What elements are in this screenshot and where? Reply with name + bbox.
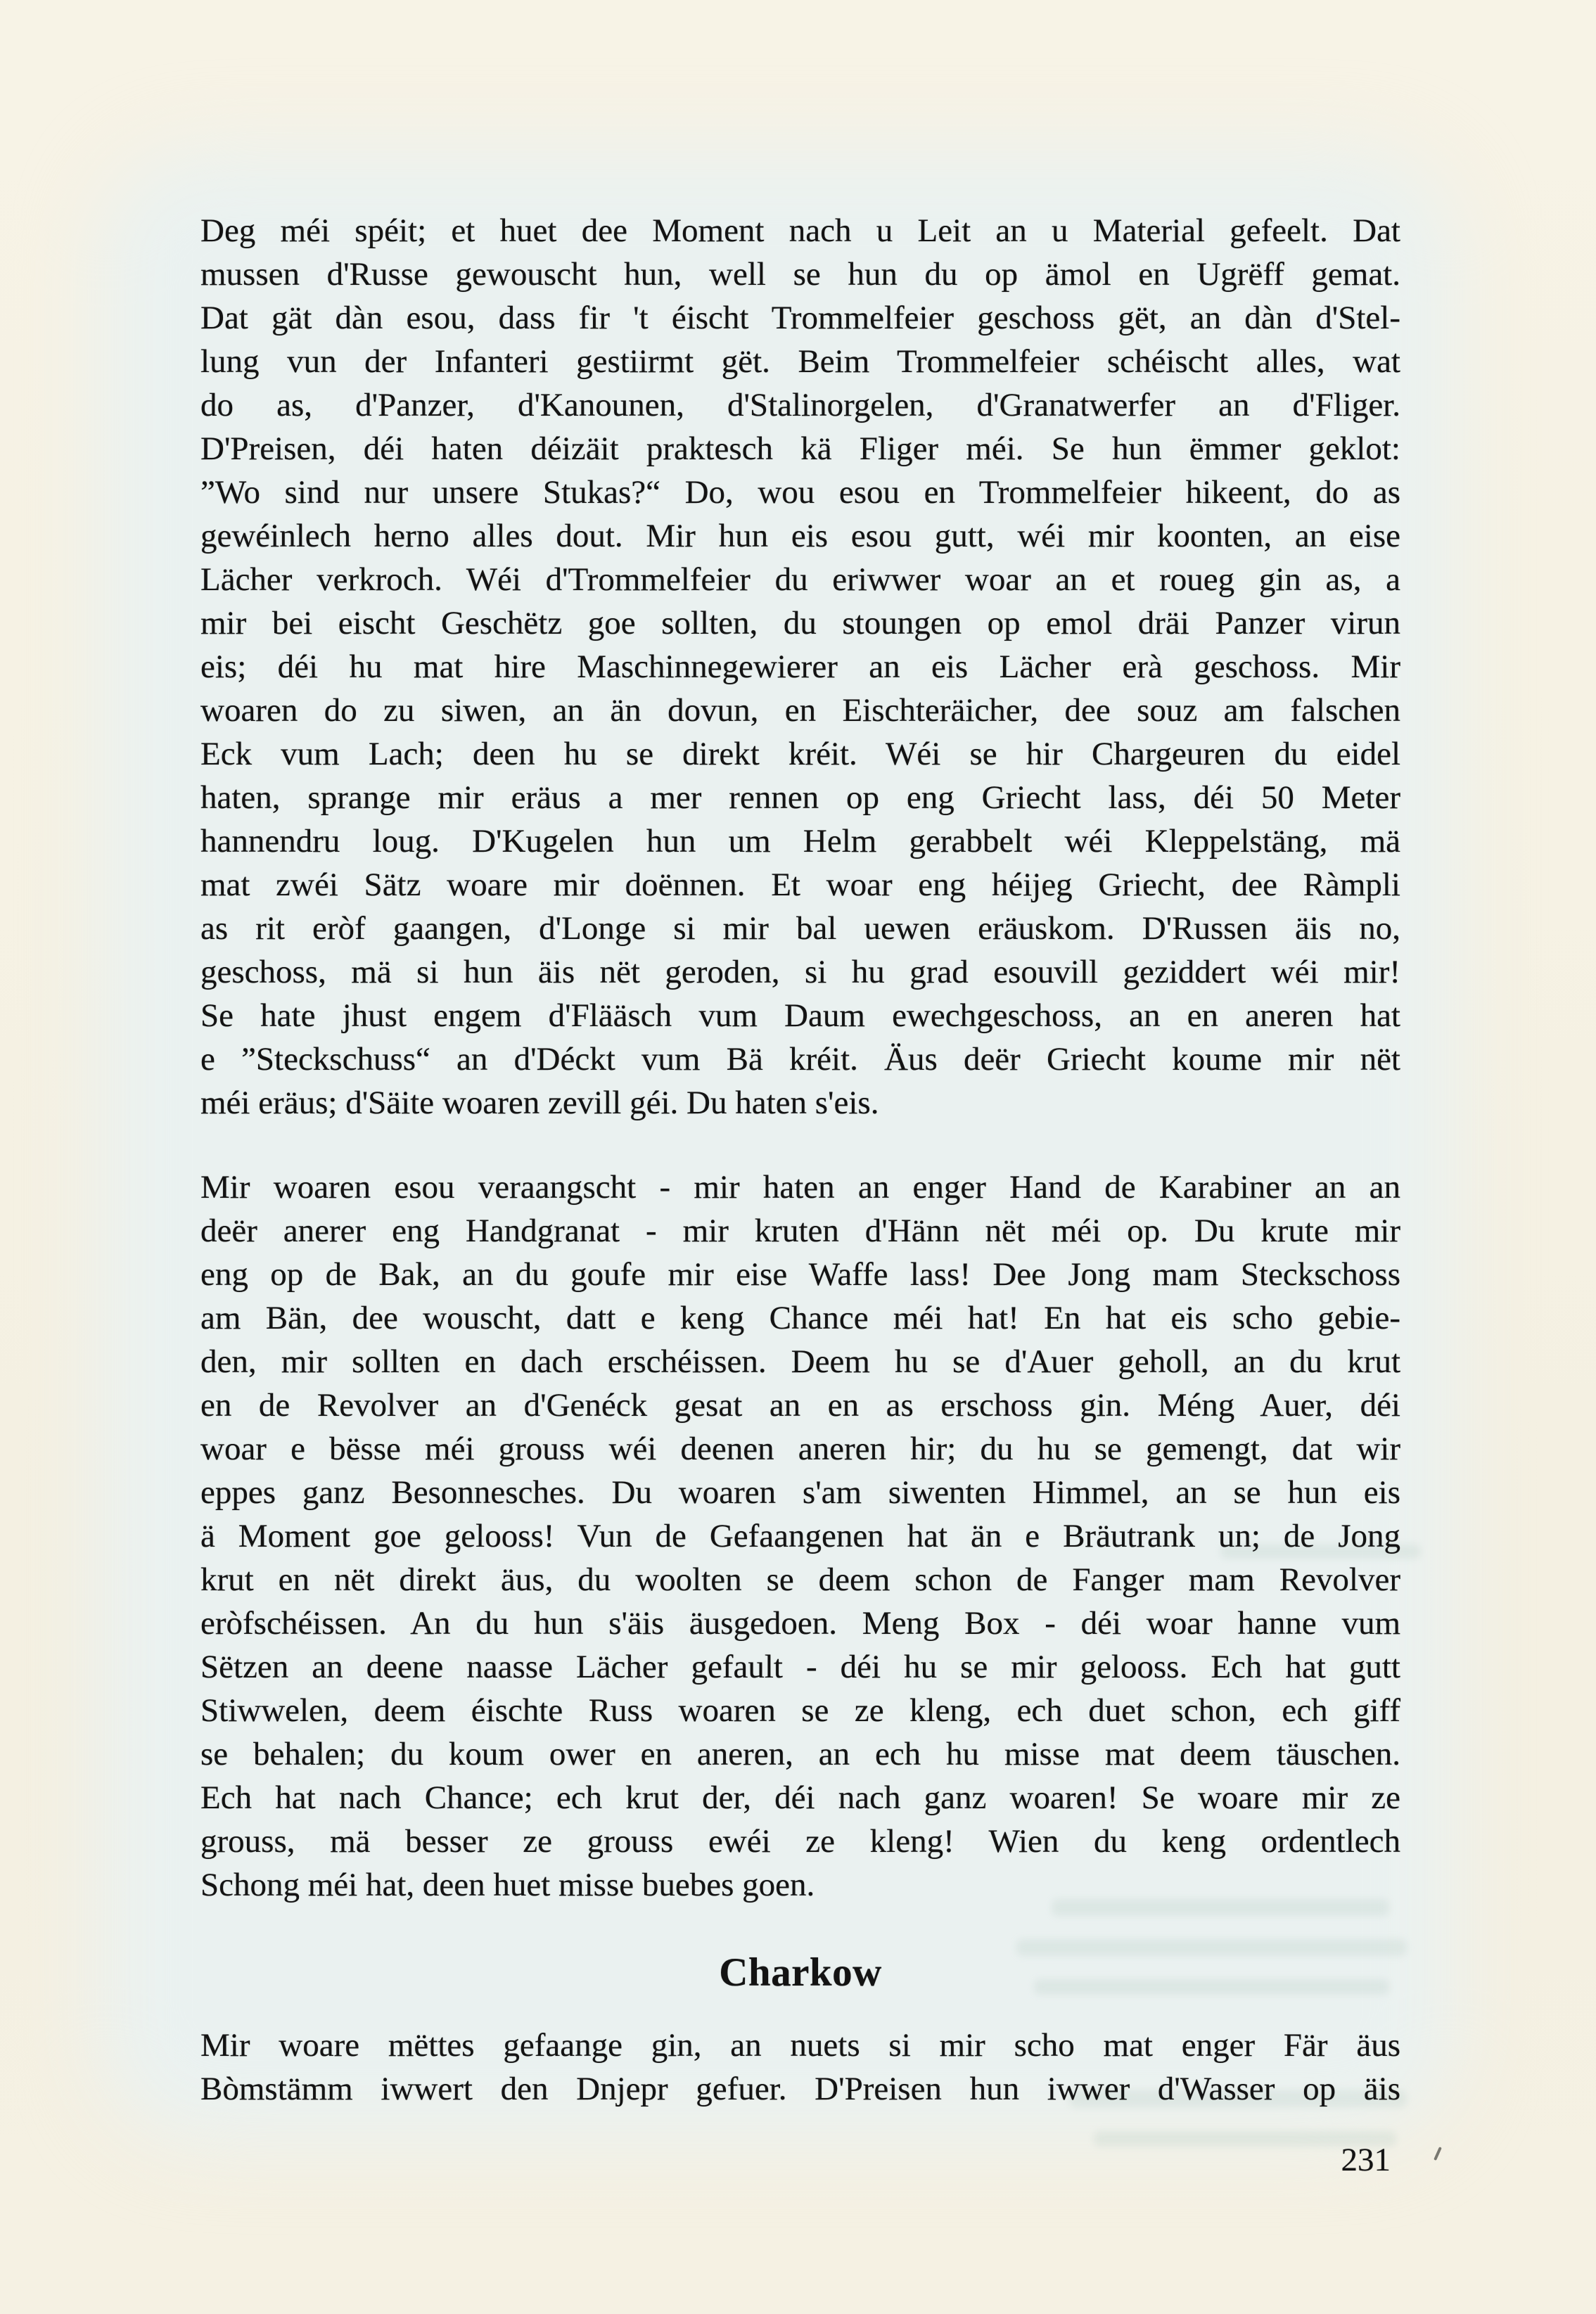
- text-line: mir bei eischt Geschëtz goe sollten, du stoungen op emol dräi Panzer virun: [200, 605, 1400, 641]
- text-line: D'Preisen, déi haten déizäit praktesch kä Fliger méi. Se hun ëmmer geklot:: [200, 430, 1400, 467]
- text-line: Mir woare mëttes gefaange gin, an nuets si mir scho mat enger Fär äus: [200, 2027, 1400, 2064]
- text-line: mussen d'Russe gewouscht hun, well se hun du op ämol en Ugrëff gemat.: [200, 256, 1400, 293]
- text-line: eis; déi hu mat hire Maschinnegewierer an eis Lächer erà geschoss. Mir: [200, 648, 1400, 685]
- text-line: Bòmstämm iwwert den Dnjepr gefuer. D'Preisen hun iwwer d'Wasser op äis: [200, 2071, 1400, 2107]
- text-line: Stiwwelen, deem éischte Russ woaren se ze kleng, ech duet schon, ech giff: [200, 1692, 1400, 1729]
- text-line: Eck vum Lach; deen hu se direkt kréit. Wéi se hir Chargeuren du eidel: [200, 736, 1400, 772]
- text-line: e ”Steckschuss“ an d'Déckt vum Bä kréit. Äus deër Griecht koume mir nët: [200, 1041, 1400, 1078]
- text-line: woar e bësse méi grouss wéi deenen aneren hir; du hu se gemengt, dat wir: [200, 1431, 1400, 1467]
- text-line: eppes ganz Besonnesches. Du woaren s'am siwenten Himmel, an se hun eis: [200, 1474, 1400, 1511]
- text-line: Se hate jhust engem d'Flääsch vum Daum ewechgeschoss, an en aneren hat: [200, 997, 1400, 1034]
- text-line: hannendru loug. D'Kugelen hun um Helm gerabbelt wéi Kleppelstäng, mä: [200, 823, 1400, 859]
- text-line: Mir woaren esou veraangscht - mir haten an enger Hand de Karabiner an an: [200, 1169, 1400, 1206]
- text-line: krut en nët direkt äus, du woolten se deem schon de Fanger mam Revolver: [200, 1561, 1400, 1598]
- text-line: do as, d'Panzer, d'Kanounen, d'Stalinorgelen, d'Granatwerfer an d'Fliger.: [200, 387, 1400, 423]
- text-line: eng op de Bak, an du goufe mir eise Waffe lass! Dee Jong mam Steckschoss: [200, 1256, 1400, 1293]
- text-line: woaren do zu siwen, an än dovun, en Eischteräicher, dee souz am falschen: [200, 692, 1400, 729]
- page-number: 231: [1341, 2142, 1391, 2178]
- section-heading: Charkow: [719, 1950, 882, 1995]
- text-line: méi eräus; d'Säite woaren zevill géi. Du haten s'eis.: [200, 1085, 879, 1121]
- text-line: Deg méi spéit; et huet dee Moment nach u Leit an u Material gefeelt. Dat: [200, 212, 1400, 249]
- paragraph-2: [200, 1165, 1400, 1907]
- text-line: as rit eròf gaangen, d'Longe si mir bal uewen eräuskom. D'Russen äis no,: [200, 910, 1400, 947]
- text-line: Ech hat nach Chance; ech krut der, déi nach ganz woaren! Se woare mir ze: [200, 1779, 1400, 1816]
- pen-tick-artifact: [1434, 2147, 1442, 2161]
- text-line: den, mir sollten en dach erschéissen. Deem hu se d'Auer geholl, an du krut: [200, 1343, 1400, 1380]
- paragraph-1: [200, 209, 1400, 1125]
- text-line: ä Moment goe gelooss! Vun de Gefaangenen hat än e Bräutrank un; de Jong: [200, 1518, 1400, 1554]
- paragraph-3: [200, 2024, 1400, 2111]
- text-line: ”Wo sind nur unsere Stukas?“ Do, wou esou en Trommelfeier hikeent, do as: [200, 474, 1400, 511]
- text-line: am Bän, dee wouscht, datt e keng Chance méi hat! En hat eis scho gebie-: [200, 1300, 1400, 1336]
- text-line: Schong méi hat, deen huet misse buebes goen.: [200, 1867, 815, 1903]
- text-line: en de Revolver an d'Genéck gesat an en as erschoss gin. Méng Auer, déi: [200, 1387, 1400, 1424]
- text-block: [200, 209, 1400, 2152]
- text-line: se behalen; du koum ower en aneren, an ech hu misse mat deem täuschen.: [200, 1736, 1400, 1772]
- text-line: haten, sprange mir eräus a mer rennen op eng Griecht lass, déi 50 Meter: [200, 779, 1400, 816]
- text-line: grouss, mä besser ze grouss ewéi ze kleng! Wien du keng ordentlech: [200, 1823, 1400, 1860]
- text-line: gewéinlech herno alles dout. Mir hun eis esou gutt, wéi mir koonten, an eise: [200, 518, 1400, 554]
- text-line: lung vun der Infanteri gestiirmt gët. Beim Trommelfeier schéischt alles, wat: [200, 343, 1400, 380]
- text-line: eròfschéissen. An du hun s'äis äusgedoen. Meng Box - déi woar hanne vum: [200, 1605, 1400, 1642]
- text-line: Sëtzen an deene naasse Lächer gefault - déi hu se mir gelooss. Ech hat gutt: [200, 1649, 1400, 1685]
- text-line: deër anerer eng Handgranat - mir kruten d'Hänn nët méi op. Du krute mir: [200, 1213, 1400, 1249]
- text-line: mat zwéi Sätz woare mir doënnen. Et woar eng héijeg Griecht, dee Ràmpli: [200, 867, 1400, 903]
- text-line: Dat gät dàn esou, dass fir 't éischt Trommelfeier geschoss gët, an dàn d'Stel-: [200, 300, 1400, 336]
- text-line: Lächer verkroch. Wéi d'Trommelfeier du eriwwer woar an et roueg gin as, a: [200, 561, 1400, 598]
- text-line: geschoss, mä si hun äis nët geroden, si hu grad esouvill geziddert wéi mir!: [200, 954, 1400, 990]
